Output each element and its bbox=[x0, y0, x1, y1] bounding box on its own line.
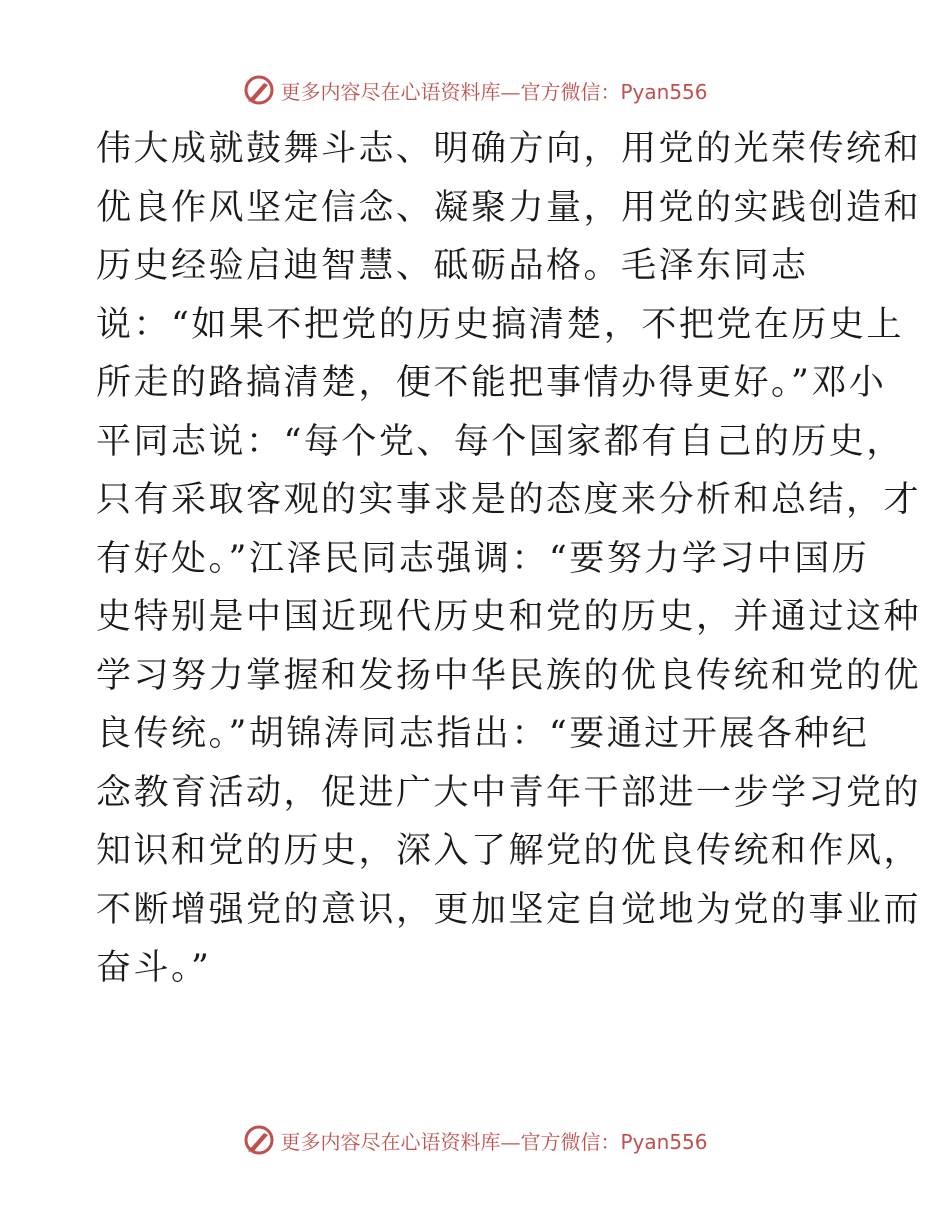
text-line: 良传统。”胡锦涛同志指出：“要通过开展各种纪 bbox=[96, 714, 870, 754]
banner-wechat-label: 官方微信： bbox=[520, 1129, 621, 1154]
text-line: 所走的路搞清楚，便不能把事情办得更好。”邓小 bbox=[96, 363, 887, 403]
banner-main-text: 更多内容尽在心语资料库 bbox=[280, 1129, 501, 1154]
text-line: 只有采取客观的实事求是的态度来分析和总结，才 bbox=[96, 480, 922, 520]
text-line: 优良作风坚定信念、凝聚力量，用党的实践创造和 bbox=[96, 187, 922, 228]
text-line: 不断增强党的意识，更加坚定自觉地为党的事业而 bbox=[96, 889, 922, 930]
banner-dash: — bbox=[500, 79, 521, 104]
text-line: 史特别是中国近现代历史和党的历史，并通过这种 bbox=[96, 597, 922, 637]
text-line: 有好处。”江泽民同志强调：“要努力学习中国历 bbox=[96, 538, 870, 579]
text-line: 念教育活动，促进广大中青年干部进一步学习党的 bbox=[96, 772, 922, 813]
banner-main-text: 更多内容尽在心语资料库 bbox=[280, 79, 501, 104]
header-banner bbox=[0, 70, 950, 110]
text-line: 学习努力掌握和发扬中华民族的优良传统和党的优 bbox=[96, 655, 922, 696]
pen-circle-logo-icon bbox=[242, 1123, 276, 1157]
banner-wechat-label: 官方微信： bbox=[520, 79, 621, 104]
text-line: 历史经验启迪智慧、砥砺品格。毛泽东同志 bbox=[96, 246, 809, 286]
banner-dash: — bbox=[500, 1129, 521, 1154]
text-line: 伟大成就鼓舞斗志、明确方向，用党的光荣传统和 bbox=[96, 129, 922, 169]
banner-text bbox=[280, 76, 707, 105]
text-line: 知识和党的历史，深入了解党的优良传统和作风， bbox=[96, 831, 922, 871]
document-body bbox=[96, 120, 922, 998]
text-line: 奋斗。” bbox=[96, 948, 212, 988]
pen-circle-logo-icon bbox=[242, 73, 276, 107]
banner-wechat-id: Pyan556 bbox=[620, 1129, 708, 1154]
text-line: 说：“如果不把党的历史搞清楚，不把党在历史上 bbox=[96, 304, 904, 345]
banner-text bbox=[280, 1126, 707, 1155]
footer-banner bbox=[0, 1120, 950, 1160]
banner-wechat-id: Pyan556 bbox=[620, 79, 708, 104]
text-line: 平同志说：“每个党、每个国家都有自己的历史， bbox=[96, 421, 904, 462]
